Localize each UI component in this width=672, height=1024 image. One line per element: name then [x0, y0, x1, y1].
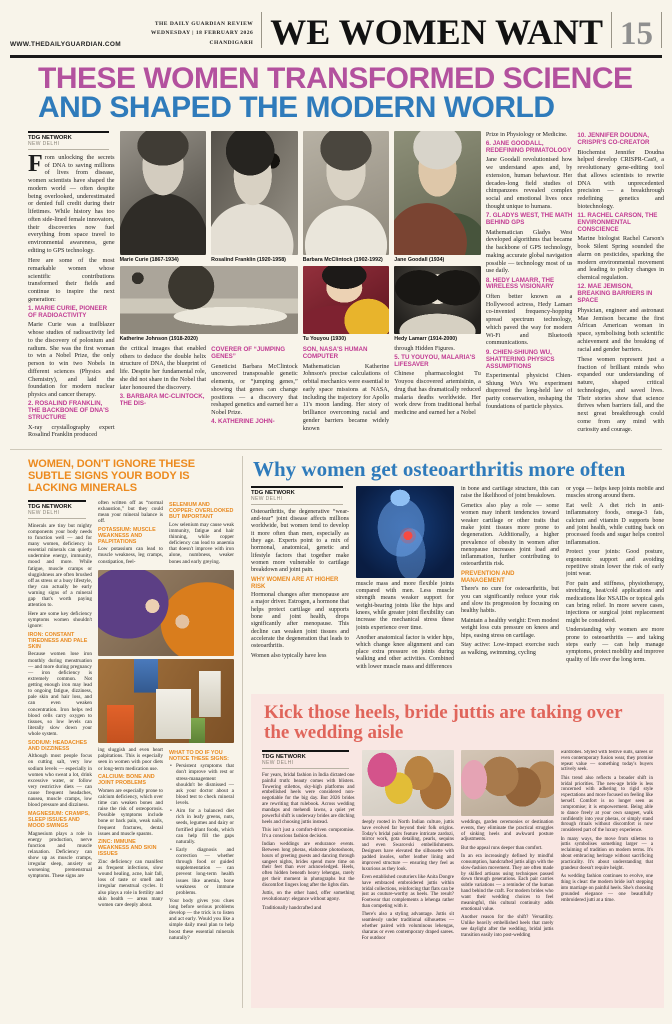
section-heading: SELENIUM AND COPPER: OVERLOOKED BUT IMPORTANT [169, 502, 234, 521]
header-divider [661, 12, 662, 48]
osteo-column-1 [251, 486, 349, 682]
section-heading: 3. BARBARA MC-CLINTOCK, THE DIS- [119, 392, 205, 407]
article-paragraph: Another anatomical factor is wider hips, which change knee alignment and can place extra pressure on joints during walking and other activities. Combined with lower muscle mass and differences [356, 634, 454, 670]
bullet-item: • Aim for a balanced diet rich in leafy greens, nuts, seeds, legumes and dairy or fortified plant foods, which can help fill the gaps naturally. [169, 808, 234, 845]
minerals-column-2-top [98, 500, 163, 568]
article-paragraph: wardrobes. Styled with festive suits, sarees or even contemporary fusion wear, they promise repeat value — something today's buyers actively seek. [560, 749, 653, 773]
osteo-column-4 [566, 486, 664, 682]
photo-caption: Hedy Lamarr (1914-2000) [394, 335, 457, 342]
section-heading: 6. JANE GOODALL, REDEFINING PRIMATOLOGY [485, 140, 572, 154]
section-heading: ZINC: IMMUNE WEAKNESS AND SKIN ISSUES [98, 839, 157, 858]
section-heading: IRON: CONSTANT TIREDNESS AND PALE SKIN [28, 631, 88, 650]
section-heading: 2. ROSALIND FRANKLIN, THE BACKBONE OF DNA'S STRUCTURE [28, 400, 109, 422]
byline-network: TDG NETWORK [28, 134, 72, 141]
section-heading: COVERER OF “JUMPING GENES” [211, 346, 286, 361]
byline [28, 131, 109, 150]
article-paragraph: Often better known as a Hollywood actress, Hedy Lamarr co-invented frequency-hopping spread spectrum technology, which paved the way for modern Wi-Fi and Bluetooth communications. [485, 292, 573, 347]
section-divider-rule [10, 449, 662, 450]
article-paragraph: Biochemist Jennifer Doudna helped develop CRISPR-Cas9, a revolutionary gene-editing tool that allows scientists to rewrite DNA with unprecedented precision — a breakthrough redefining genetics and biotechnology. [577, 148, 664, 210]
article-headline: Kick those heels, bride juttis are taking over the wedding aisle [264, 701, 623, 744]
osteo-column-grid [251, 486, 664, 682]
photo-caption: Jane Goodall (1934) [394, 256, 445, 263]
section-heading: 12. MAE JEMISON, BREAKING BARRIERS IN SPACE [577, 283, 653, 305]
headline-line-1: THESE WOMEN TRANSFORMED SCIENCE [38, 62, 633, 95]
article-paragraph: Prize in Physiology or Medicine. [485, 130, 568, 138]
article-paragraph: Because women lose iron monthly during menstruation — and more during pregnancy — iron deficiency is extremely common. Not getting enough iron may lead to ongoing fatigue, dizziness, pale skin and hair loss, and can even weaken concentration. Iron helps red blood cells carry oxygen to tissues, so low levels can literally slow down your whole system. [28, 651, 92, 738]
article-paragraph: deeply rooted in North Indian culture, juttis have evolved far beyond their folk origins. Today's bridal pairs feature intricate zardozi, mirror work, gota detailing, pearls, sequins and even Swarovski embellishments. Designers have elevated the silhouette with padded insoles, softer leather lining and improved structure — ensuring they feel as luxurious as they look. [361, 819, 454, 872]
juttis-column-2 [362, 750, 455, 982]
article-paragraph: Women are especially prone to calcium deficiency, which over time can weaken bones and raise the risk of osteoporosis. Possible symptoms include bone or back pain, weak nails, frequent fractures, dental issues and muscle spasms. [98, 787, 163, 837]
photo-tan-juttis [461, 750, 554, 816]
section-heading: 5. TU YOUYOU, MALARIA'S LIFESAVER [394, 354, 476, 368]
byline-network: TDG NETWORK [28, 503, 72, 510]
article-osteoarthritis [251, 456, 664, 688]
article-paragraph: Eat well: A diet rich in anti-inflammatory foods, omega-3 fats, calcium and vitamin D supports bone and joint health, while cutting back on processed foods and sugar helps control inflammation. [566, 502, 664, 546]
article-paragraph: In many ways, the move from stilettos to juttis symbolises something larger — a reclaiming of tradition on modern terms. It's about embracing heritage without sacrificing practicality. It's about understanding that grandeur doesn't require height. [560, 836, 653, 871]
header-divider [261, 12, 262, 48]
minerals-bottom-row [98, 747, 234, 1008]
photo-caption: Tu Youyou (1930) [302, 335, 346, 342]
section-heading: CALCIUM: BONE AND JOINT PROBLEMS [98, 774, 155, 787]
article-paragraph: Your body gives you clues long before serious problems develop — the trick is to listen and act early. Would you like a simple daily meal plan to help boost these essential minerals naturally? [169, 897, 234, 941]
article-paragraph: Even established couturiers like Anita Dongre have embraced embroidered juttis within bridal collections, reinforcing that flats can be just as couture-worthy as heels. The result? Footwear that complements a lehenga rather than competing with it. [361, 874, 454, 910]
byline-network: TDG NETWORK [262, 753, 306, 760]
section-heading: WHY WOMEN ARE AT HIGHER RISK [251, 577, 339, 590]
photo-marie-curie [120, 131, 207, 255]
section-heading: 8. HEDY LAMARR, THE WIRELESS VISIONARY [485, 276, 555, 291]
article-paragraph: in bone and cartilage structure, this can raise the likelihood of joint breakdown. [461, 485, 559, 500]
article-paragraph: ing sluggish and even heart palpitations. This is especially seen in women with poor diets or long-term medication use. [98, 747, 163, 772]
article-paragraph: Marine biologist Rachel Carson's book Silent Spring sounded the alarm on pesticides, sparking the modern environmental movement and leading to policy changes in chemical regulation. [577, 235, 664, 282]
article-headline [38, 64, 664, 123]
article-paragraph: through Hidden Figures. [394, 344, 455, 352]
byline [251, 486, 343, 505]
figure-barbara-mcclintock [303, 131, 390, 266]
section-heading: 4. KATHERINE JOHN- [211, 418, 275, 426]
byline-city: NEW DELHI [28, 140, 60, 147]
article-headline: WOMEN, DON'T IGNORE THESE SUBTLE SIGNS YOUR BODY IS LACKING MINERALS [28, 457, 195, 495]
photo-katherine-johnson [120, 266, 298, 334]
article-paragraph: often written off as “normal exhaustion,” but they could mean your mineral balance is off. [98, 499, 163, 525]
article-paragraph: Juttis, on the other hand, offer something revolutionary: elegance without agony. [262, 891, 355, 903]
figure-rosalind-franklin [211, 131, 298, 266]
article-paragraph: Indian weddings are endurance events. Between long pheras, elaborate photoshoots, hours of greeting guests and dancing through sangeet nights, brides spend more time on their feet than ever acknowledged. Heels, often hidden beneath heavy lehengas, rarely get their moment in photographs but the discomfort lingers long after the lights dim. [262, 842, 355, 888]
minerals-column-grid [28, 500, 234, 1008]
article-paragraph: Low potassium can lead to muscle weakness, leg cramps, constipation, feel- [98, 546, 163, 565]
photo-hedy-lamarr [394, 266, 481, 334]
article-paragraph: There's also a styling advantage. Juttis sit seamlessly under traditional silhouettes — whether paired with voluminous lehengas, shararas or even contemporary draped sarees. For outdoor [361, 912, 454, 941]
section-heading: 11. RACHEL CARSON, THE ENVIRONMENTAL CONSCIENCE [577, 212, 658, 234]
section-heading: MAGNESIUM: CRAMPS, SLEEP ISSUES AND MOOD SWINGS [28, 810, 90, 830]
section-heading: 1. MARIE CURIE, PIONEER OF RADIOACTIVITY [28, 305, 108, 319]
article-paragraph: As wedding fashion continues to evolve, one thing is clear: the modern bride isn't stepping into marriage on painful heels. She's choosing grounded elegance — one beautifully embroidered jutti at a time. [560, 874, 653, 903]
photo-colorful-juttis [362, 750, 455, 816]
article-headline: Why women get osteoarthritis more often [253, 456, 626, 481]
section-heading: 7. GLADYS WEST, THE MATH BEHIND GPS [485, 212, 573, 227]
article-paragraph: Geneticist Barbara McClintock uncovered transposable genetic elements, or “jumping genes,” showing that genes can change positions — a discovery that reshaped genetics and earned her a Nobel Prize. [211, 362, 298, 417]
article-paragraph: Mathematician Katherine Johnson's precise calculations of orbital mechanics were essential to early space missions at NASA, including the trajectory for Apollo 11's moon landing. Her story of brilliance overcoming racial and gender barriers became widely known [302, 362, 390, 432]
photo-tu-youyou [303, 266, 390, 334]
science-column-5 [394, 345, 481, 443]
article-paragraph: Stay active: Low-impact exercise such as walking, swimming, cycling [461, 642, 559, 656]
photo-caption: Marie Curie (1867-1934) [119, 256, 179, 263]
minerals-right-columns [98, 500, 234, 1008]
article-paragraph: Chinese pharmacologist Tu Youyou discovered artemisinin, a drug that has dramatically reduced malaria deaths worldwide. Her work drew from traditional herbal medicine and earned her a Nobel [394, 370, 481, 417]
photo-caption: Rosalind Franklin (1920-1958) [211, 256, 286, 263]
science-column-1 [28, 131, 115, 443]
figure-tu-youyou [303, 266, 390, 345]
article-paragraph: Here are some key deficiency symptoms women shouldn't ignore: [28, 610, 92, 630]
photo-supplement-bottles [98, 659, 234, 743]
photo-rosalind-franklin [211, 131, 298, 255]
article-paragraph: Although most people focus on cutting salt, very low sodium levels — especially in women who sweat a lot, drink excessive water, or follow very restrictive diets — can cause frequent headaches, nausea, muscle cramps, low blood pressure and dizziness. [28, 753, 92, 809]
lower-page-region [8, 456, 664, 1008]
article-paragraph: Physician, engineer and astronaut Mae Jemison became the first African American woman in space, symbolising both scientific achievement and the breaking of racial and gender barriers. [577, 306, 664, 353]
article-paragraph: Women also typically have less [251, 653, 327, 660]
osteo-column-2 [356, 486, 454, 682]
article-paragraph: Magnesium plays a role in energy production, nerve function and muscle relaxation. Deficiency can show up as muscle cramps, irregular sleep, anxiety or worsening premenstrual symptoms. These signs are [28, 830, 92, 880]
article-paragraph: Traditionally handcrafted and [262, 905, 322, 911]
date-line: WEDNESDAY | 18 FEBRUARY 2026 [150, 30, 254, 37]
article-paragraph: Hormonal changes after menopause are a major driver. Estrogen, a hormone that helps protect cartilage and supports bone and joint health, drops significantly after menopause. This decline can weaken joint tissues and accelerate the degeneration that leads to osteoarthritis. [251, 592, 349, 650]
article-mineral-deficiency [8, 456, 234, 1008]
section-masthead: WE WOMEN WANT [270, 12, 603, 53]
article-paragraph: Experimental physicist Chien-Shiung Wu's Wu experiment disproved the long-held law of parity conservation, reshaping the foundations of particle physics. [485, 371, 573, 410]
article-bridal-juttis [251, 694, 664, 1008]
science-column-3 [211, 345, 298, 443]
science-column-7 [577, 131, 664, 443]
juttis-column-1 [262, 750, 355, 982]
article-paragraph: weddings, garden ceremonies or destination events, they eliminate the practical struggles of sinking heels and awkward posture adjustments. [461, 819, 554, 843]
header-divider [611, 12, 612, 48]
edition-city: CHANDIGARH [209, 39, 254, 46]
juttis-column-4 [561, 750, 654, 982]
article-paragraph: Here are some of the most remarkable women whose scientific contributions transformed their fields and continue to inspire the next generation: [28, 257, 115, 303]
article-paragraph: Understanding why women are more prone to osteoarthritis — and taking steps early — can help manage symptoms, protect mobility and improve quality of life over the long term. [566, 627, 664, 663]
figure-hedy-lamarr [394, 266, 481, 345]
science-column-grid [28, 131, 664, 443]
figure-marie-curie [120, 131, 207, 266]
photo-two-women-friends [98, 570, 234, 656]
article-paragraph: For pain and stiffness, physiotherapy, stretching, heat/cold applications and medications like NSAIDs or topical gels can bring relief. In more severe cases, injections or surgical joint replacement might be considered. [566, 581, 664, 624]
byline [28, 500, 86, 519]
byline-city: NEW DELHI [28, 509, 60, 516]
bullet-item: • Persistent symptoms that don't improve with rest or stress-management shouldn't be dismissed — ask your doctor about a blood test to check mineral levels. [169, 763, 234, 806]
bullet-item: • Early diagnosis and correction — whether through food or guided supplementation — can prevent long-term health issues like anemia, bone weakness or immune problems. [169, 847, 234, 896]
article-paragraph: From unlocking the secrets of DNA to saving millions of lives from disease, women scientists have shaped the modern world — often despite being overlooked, underestimated or denied full credit during their lifetimes. While history has too often side-lined female innovators, their discoveries now fuel everything from space travel to environmental awareness, gene editing to GPS technology. [28, 150, 115, 254]
photo-caption: Barbara McClintock (1902-1992) [302, 256, 383, 263]
publication-name: THE DAILY GUARDIAN REVIEW [154, 20, 254, 27]
juttis-column-3 [461, 750, 554, 982]
article-paragraph: Marie Curie was a trailblazer whose studies of radioactivity led to the discovery of polonium and radium. She was the first woman to win a Nobel Prize, the only person to win two Nobels in different sciences (Physics and Chemistry), and laid the foundation for modern nuclear physics and cancer therapy. [28, 321, 115, 399]
right-rail [242, 456, 664, 1008]
osteo-column-3 [461, 486, 559, 682]
section-heading: PREVENTION AND MANAGEMENT [461, 571, 515, 584]
article-women-science [0, 58, 672, 443]
science-column-4 [303, 345, 390, 443]
article-paragraph: Osteoarthritis, the degenerative “wear-and-tear” joint disease affects millions worldwide, but women tend to develop it more often than men, especially as they age. Experts point to a mix of hormonal, anatomical, genetic and lifestyle factors that together make women more vulnerable to cartilage breakdown and joint pain. [251, 508, 349, 574]
article-paragraph: This isn't just a comfort-driven compromise. It's a conscious fashion decision. [262, 827, 355, 839]
section-heading: 10. JENNIFER DOUDNA, CRISPR'S CO-CREATOR [577, 132, 650, 147]
section-heading: POTASSIUM: MUSCLE WEAKNESS AND PALPITATIONS [98, 526, 156, 545]
article-paragraph: There's no cure for osteoarthritis, but you can significantly reduce your risk and slow its progression by focusing on healthy habits. [461, 586, 559, 615]
minerals-column-1 [28, 500, 92, 1008]
page-header [0, 0, 672, 53]
article-paragraph: Low selenium may cause weak immunity, fatigue and hair thinning, while copper deficiency can lead to anaemia that doesn't improve with iron alone, numbness, weaker bones and early greying. [169, 521, 234, 565]
article-paragraph: or yoga — helps keep joints mobile and muscles strong around them. [566, 485, 664, 500]
article-paragraph: Minerals are tiny but mighty components your body needs to function well — and for many women, deficiency in essential minerals can quietly undermine energy, immunity, mood and more. While fatigue, muscle cramps or sluggishness are often brushed off as stress or a busy lifestyle, they can actually be early warning signs of a mineral gap that's worth paying attention to. [28, 522, 92, 609]
photo-jane-goodall [394, 131, 481, 255]
article-paragraph: But the appeal runs deeper than comfort. [461, 845, 543, 851]
article-paragraph: Zinc deficiency can manifest as frequent infections, slow wound healing, acne, hair fall, loss of taste or smell and irregular menstrual cycles. It also plays a role in fertility and skin health — areas many women care deeply about. [98, 858, 163, 908]
article-paragraph: For years, bridal fashion in India dictated one painful truth: beauty comes with blisters. Towering stilettos, sky-high platforms and embellished heels were considered non-negotiable for the big day. But 2026 brides are rewriting that rulebook. Across wedding mandaps and mehendi lawns, a quiet yet powerful shift is underway brides are ditching heels and choosing juttis instead. [262, 772, 355, 825]
article-paragraph: Another reason for the shift? Versatility. Unlike heavily embellished heels that rarely see daylight after the wedding, bridal juttis transition easily into post-wedding [461, 914, 554, 938]
minerals-column-3-top [169, 500, 234, 568]
minerals-column-3-bottom [169, 747, 234, 1008]
article-paragraph: Jane Goodall revolutionised how we understand apes and, by extension, human behaviour. Her decades-long field studies of chimpanzees revealed complex social and emotional lives once thought unique to humans. [485, 156, 573, 210]
edition-info [151, 20, 253, 48]
page-number: 15 [620, 15, 653, 52]
article-paragraph: Protect your joints: Good posture, ergonomic support and avoiding repetitive strain lower the risk of early joint wear. [566, 549, 664, 578]
section-heading: WHAT TO DO IF YOU NOTICE THESE SIGNS: [169, 749, 229, 762]
site-url: WWW.THEDAILYGUARDIAN.COM [10, 41, 121, 48]
headline-line-2: AND SHAPED THE MODERN WORLD [38, 91, 555, 125]
juttis-column-grid [262, 750, 653, 982]
photo-caption: Katherine Johnson (1918-2020) [119, 335, 198, 342]
byline-city: NEW DELHI [251, 495, 283, 502]
article-paragraph: muscle mass and more flexible joints compared with men. Less muscle strength means weaker support for weight-bearing joints like the hips and knees, while greater joint flexibility can increase the mechanical stress these joints experience over time. [356, 580, 454, 631]
minerals-top-row [98, 500, 234, 568]
minerals-column-2-bottom [98, 747, 163, 1008]
article-paragraph: Maintain a healthy weight: Even modest weight loss cuts pressure on knees and hips, easing stress on cartilage. [461, 617, 559, 639]
article-paragraph: Mathematician Gladys West developed algorithms that became the backbone of GPS technology, making accurate global navigation possible — technology most of us use daily. [485, 228, 573, 275]
section-heading: 9. CHIEN-SHIUNG WU, SHATTERING PHYSICS ASSUMPTIONS [485, 348, 555, 370]
science-column-6 [486, 131, 573, 443]
article-paragraph: In an era increasingly defined by mindful consumption, handcrafted juttis align with the slow-fashion movement. They are often made by skilled artisans using techniques passed down through generations. Each pair carries subtle variations — a reminder of the human hand behind the craft. For modern brides who want their wedding choices to feel meaningful, this cultural continuity adds emotional value. [461, 854, 554, 912]
article-paragraph: X-ray crystallography expert Rosalind Franklin produced [28, 423, 115, 439]
section-heading: SODIUM: HEADACHES AND DIZZINESS [28, 739, 87, 752]
section-heading: SON, NASA'S HUMAN COMPUTER [302, 346, 368, 361]
article-paragraph: This trend also reflects a broader shift in bridal priorities. The new-age bride is less concerned with adhering to rigid style expectations and more focused on feeling like herself. Comfort is no longer seen as compromise; it is empowerment. Being able to dance freely at your own sangeet, walk confidently into your pheras, or simply stand through rituals without discomfort is now considered part of the luxury experience. [560, 775, 653, 834]
byline [262, 750, 349, 769]
photo-barbara-mcclintock [303, 131, 390, 255]
article-paragraph: These women represent just a fraction of brilliant minds who expanded our understanding of nature, shaped critical technologies, and saved lives. Their stories show that science thrives when barriers fall, and the next great breakthrough could come from any mind with curiosity and courage. [577, 355, 664, 433]
science-column-2 [120, 345, 207, 443]
byline-city: NEW DELHI [262, 759, 294, 766]
figure-katherine-johnson [120, 266, 298, 345]
photo-xray-knee-pain [356, 486, 454, 578]
byline-network: TDG NETWORK [251, 489, 295, 496]
article-paragraph: Genetics also play a role — some women may inherit tendencies toward weaker cartilage or other traits that make joint tissues more prone to degeneration. Additionally, a higher prevalence of obesity in women after menopause increases joint load and inflammation, further contributing to osteoarthritis risk. [461, 502, 559, 568]
article-paragraph: the critical images that enabled others to deduce the double helix structure of DNA, the blueprint of life. Despite her fundamental role, she did not share in the Nobel that later honoured the discovery. [119, 344, 207, 391]
figure-jane-goodall [394, 131, 481, 266]
